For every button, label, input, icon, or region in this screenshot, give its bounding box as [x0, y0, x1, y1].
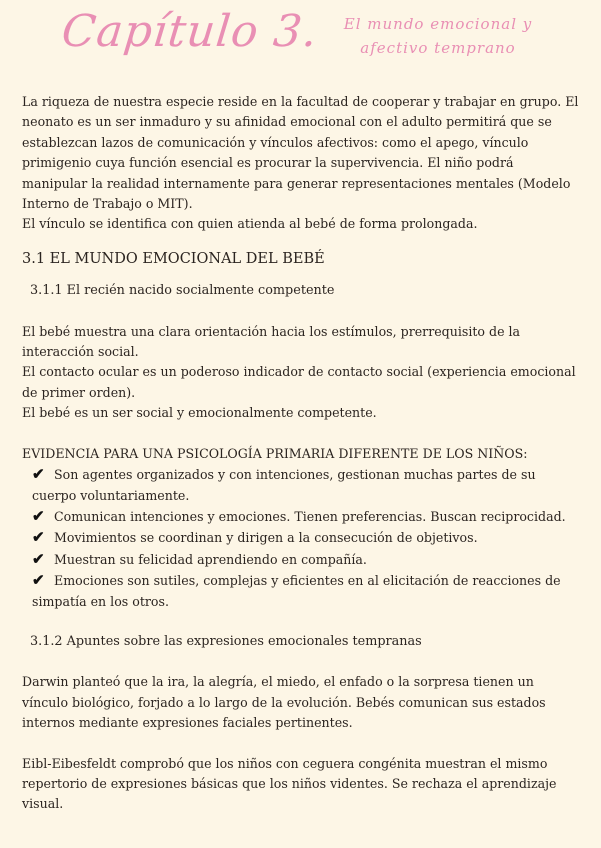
intro-paragraph: El vínculo se identifica con quien atienda al bebé de forma prolongada. [22, 216, 478, 232]
intro-paragraph: La riqueza de nuestra especie reside en la facultad de cooperar y trabajar en grupo. El neonato es un ser inmaduro y su afinidad emocional con el adulto permitirá que se establezcan lazos de comunicación y vínculos afectivos: como el apego, vínculo primigenio cuya función esencial es procurar la supervivencia. El niño podrá manipular la realidad internamente para generar representaciones mentales (Modelo Interno de Trabajo o MIT). [22, 94, 579, 212]
check-icon: ✔ [32, 571, 45, 590]
evidence-item-text: Muestran su felicidad aprendiendo en compañía. [54, 551, 367, 567]
evidence-item [22, 570, 582, 612]
section-heading: 3.1 EL MUNDO EMOCIONAL DEL BEBÉ [22, 250, 325, 267]
evidence-item [22, 527, 582, 548]
check-icon: ✔ [32, 549, 45, 568]
chapter-subtitle [318, 12, 558, 60]
check-icon: ✔ [32, 528, 45, 547]
subsection-heading: 3.1.2 Apuntes sobre las expresiones emocionales tempranas [30, 633, 422, 649]
evidence-item [22, 549, 582, 570]
chapter-subtitle-line-2: afectivo temprano [360, 39, 516, 57]
document-body [22, 92, 582, 815]
page-header [0, 0, 601, 90]
chapter-title: Capítulo 3. [59, 6, 321, 57]
body-paragraph: Darwin planteó que la ira, la alegría, el miedo, el enfado o la sorpresa tienen un vínculo biológico, forjado a lo largo de la evolución. Bebés comunican sus estados internos mediante expresiones faciales pertinentes. [22, 674, 546, 731]
body-paragraph: El bebé muestra una clara orientación hacia los estímulos, prerrequisito de la interacción social. [22, 323, 521, 360]
body-paragraph: Eibl-Eibesfeldt comprobó que los niños con ceguera congénita muestran el mismo repertorio de expresiones básicas que los niños videntes. Se rechaza el aprendizaje visual. [22, 755, 557, 812]
check-icon: ✔ [32, 465, 45, 484]
evidence-item-text: Son agentes organizados y con intenciones, gestionan muchas partes de su cuerpo voluntariamente. [32, 467, 536, 503]
check-icon: ✔ [32, 506, 45, 525]
evidence-item [22, 464, 582, 506]
body-paragraph: El contacto ocular es un poderoso indicador de contacto social (experiencia emocional de primer orden). [22, 364, 576, 400]
chapter-subtitle-line-1: El mundo emocional y [343, 15, 533, 33]
evidence-item-text: Movimientos se coordinan y dirigen a la consecución de objetivos. [54, 530, 478, 546]
evidence-item [22, 506, 582, 527]
body-paragraph: El bebé es un ser social y emocionalmente competente. [22, 405, 377, 421]
evidence-item-text: Emociones son sutiles, complejas y eficientes en al elicitación de reacciones de simpatía en los otros. [32, 573, 561, 609]
evidence-heading: EVIDENCIA PARA UNA PSICOLOGÍA PRIMARIA DIFERENTE DE LOS NIÑOS: [22, 445, 528, 461]
subsection-heading: 3.1.1 El recién nacido socialmente competente [30, 283, 335, 299]
evidence-item-text: Comunican intenciones y emociones. Tienen preferencias. Buscan reciprocidad. [54, 508, 566, 524]
